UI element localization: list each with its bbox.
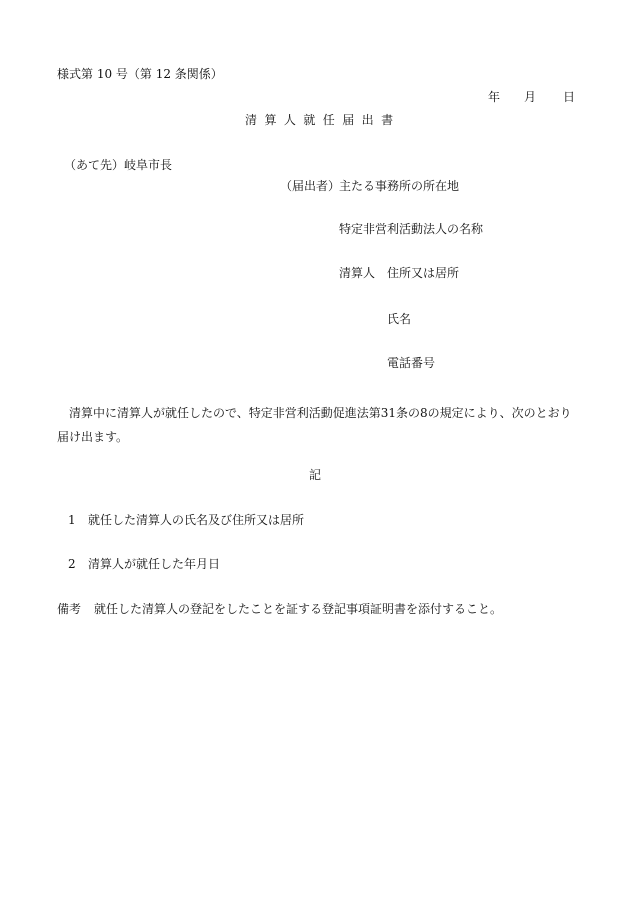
item-1-number: 1: [68, 513, 76, 527]
date-day-label: 日: [563, 90, 576, 104]
ki-heading: 記: [309, 468, 322, 482]
item-2-text: 清算人が就任した年月日: [88, 557, 221, 571]
item-1-text: 就任した清算人の氏名及び住所又は居所: [88, 513, 305, 527]
npo-name-label: 特定非営利活動法人の名称: [339, 222, 484, 236]
name-label: 氏名: [387, 312, 412, 326]
remarks-label: 備考: [57, 602, 82, 616]
addressee: （あて先）岐阜市長: [64, 158, 173, 172]
body-paragraph: 清算中に清算人が就任したので、特定非営利活動促進法第31条の8の規定により、次のとおり届け出ます。: [57, 406, 572, 444]
office-location-label: 主たる事務所の所在地: [339, 179, 460, 193]
address-label: 住所又は居所: [387, 266, 460, 280]
form-number: 様式第 10 号（第 12 条関係）: [57, 67, 223, 81]
document-title: 清算人就任届出書: [245, 113, 401, 127]
phone-label: 電話番号: [387, 356, 436, 370]
liquidator-label: 清算人: [339, 266, 376, 280]
remarks-text: 就任した清算人の登記をしたことを証する登記事項証明書を添付すること。: [94, 602, 503, 616]
item-2-number: 2: [68, 557, 76, 571]
date-year-label: 年: [488, 90, 501, 104]
date-month-label: 月: [524, 90, 537, 104]
notifier-label: （届出者）: [280, 179, 341, 193]
